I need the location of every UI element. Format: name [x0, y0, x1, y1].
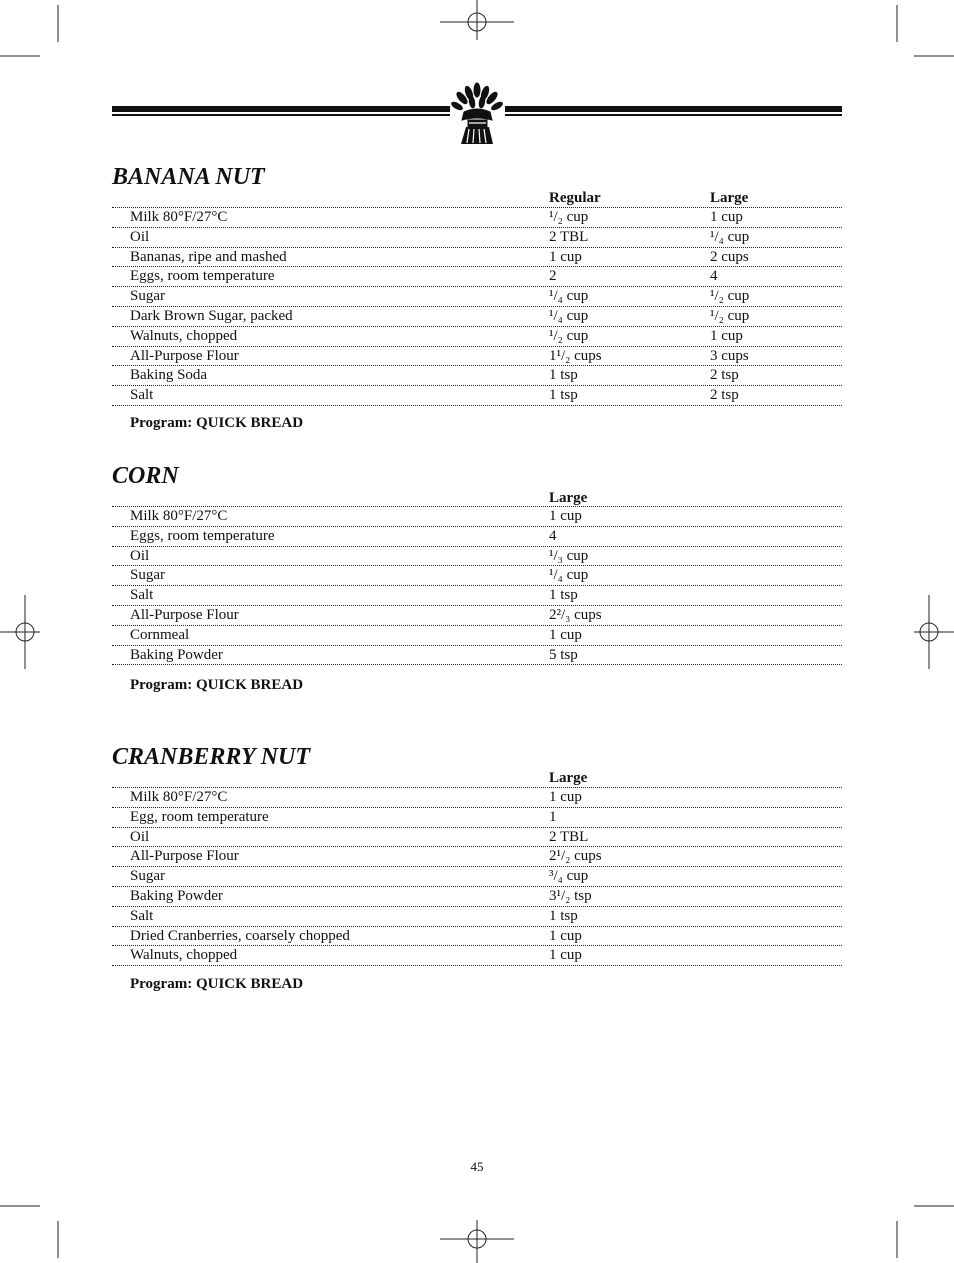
quantity-large: ¹/₂ cup [710, 307, 750, 324]
column-header-large: Large [549, 770, 588, 786]
ingredient-name: Eggs, room temperature [130, 268, 275, 285]
program-label: Program: QUICK BREAD [130, 415, 304, 431]
ingredient-name: Baking Powder [130, 646, 223, 663]
quantity-large: 2 TBL [549, 828, 589, 845]
ingredient-name: Walnuts, chopped [130, 947, 238, 964]
ingredient-name: Oil [130, 547, 150, 564]
quantity-large: ¹/₄ cup [710, 228, 750, 245]
quantity-regular: 2 [549, 268, 557, 285]
quantity-large: 1 tsp [549, 587, 578, 604]
registration-mark-top [440, 0, 514, 40]
ingredient-row [112, 646, 842, 666]
quantity-large: 3¹/₂ tsp [549, 887, 592, 904]
ingredient-name: Milk 80°F/27°C [130, 508, 228, 524]
ingredient-row [112, 887, 842, 907]
ingredient-row [112, 366, 842, 386]
quantity-large: 2 tsp [710, 387, 739, 404]
registration-mark-left [0, 595, 40, 669]
quantity-large: 5 tsp [549, 646, 578, 663]
ingredient-table [112, 207, 842, 406]
ingredient-row [112, 927, 842, 947]
ingredient-row [112, 847, 842, 867]
ingredient-row [112, 228, 842, 248]
quantity-large: 3 cups [710, 347, 749, 364]
column-header-large: Large [549, 490, 588, 506]
quantity-regular: 1 tsp [549, 367, 578, 384]
ingredient-row [112, 506, 842, 527]
ingredient-row [112, 828, 842, 848]
ingredient-row [112, 626, 842, 646]
quantity-large: 1 cup [549, 927, 582, 944]
quantity-large: 2¹/₂ cups [549, 848, 602, 865]
ingredient-row [112, 606, 842, 626]
ingredient-name: Salt [130, 587, 154, 604]
ingredient-row [112, 787, 842, 808]
header-rule-left [112, 106, 450, 118]
ingredient-name: Salt [130, 907, 154, 924]
ingredient-name: Cornmeal [130, 626, 190, 643]
quantity-large: 1 cup [549, 626, 582, 643]
quantity-regular: ¹/₂ cup [549, 209, 589, 225]
column-header-large: Large [710, 190, 749, 206]
column-header-regular: Regular [549, 190, 601, 206]
ingredient-name: Salt [130, 387, 154, 404]
ingredient-row [112, 347, 842, 367]
quantity-large: ¹/₃ cup [549, 547, 589, 564]
quantity-large: 1 tsp [549, 907, 578, 924]
ingredient-row [112, 386, 842, 406]
ingredient-name: Baking Powder [130, 887, 223, 904]
ingredient-name: Sugar [130, 288, 165, 305]
ingredient-row [112, 808, 842, 828]
quantity-large: 1 cup [710, 327, 743, 344]
ingredient-table [112, 506, 842, 665]
quantity-large: 2²/₃ cups [549, 606, 602, 623]
program-label: Program: QUICK BREAD [130, 677, 304, 693]
ingredient-name: Oil [130, 228, 150, 245]
ingredient-row [112, 566, 842, 586]
quantity-large: 1 cup [549, 789, 582, 805]
quantity-large: ¹/₄ cup [549, 567, 589, 584]
quantity-regular: 1 cup [549, 248, 582, 265]
quantity-regular: 1¹/₂ cups [549, 347, 602, 364]
recipe-title: CORN [112, 463, 179, 489]
ingredient-name: Oil [130, 828, 150, 845]
quantity-large: 1 [549, 808, 557, 825]
ingredient-name: Egg, room temperature [130, 808, 269, 825]
ingredient-name: Walnuts, chopped [130, 327, 238, 344]
ingredient-row [112, 547, 842, 567]
quantity-regular: ¹/₄ cup [549, 307, 589, 324]
quantity-regular: 1 tsp [549, 387, 578, 404]
quantity-large: ³/₄ cup [549, 868, 589, 885]
recipe-title: BANANA NUT [112, 164, 265, 190]
ingredient-name: All-Purpose Flour [130, 848, 239, 865]
wheat-sheaf-icon [450, 82, 505, 146]
ingredient-row [112, 867, 842, 887]
ingredient-row [112, 586, 842, 606]
ingredient-name: All-Purpose Flour [130, 347, 239, 364]
ingredient-name: Dried Cranberries, coarsely chopped [130, 927, 350, 944]
ingredient-name: Baking Soda [130, 367, 208, 384]
ingredient-name: All-Purpose Flour [130, 606, 239, 623]
quantity-large: 4 [549, 527, 557, 544]
quantity-regular: ¹/₂ cup [549, 327, 589, 344]
ingredient-name: Sugar [130, 567, 165, 584]
ingredient-row [112, 907, 842, 927]
quantity-large: 1 cup [710, 209, 743, 225]
ingredient-name: Milk 80°F/27°C [130, 789, 228, 805]
quantity-large: 4 [710, 268, 718, 285]
ingredient-name: Eggs, room temperature [130, 527, 275, 544]
quantity-large: ¹/₂ cup [710, 288, 750, 305]
quantity-regular: ¹/₄ cup [549, 288, 589, 305]
ingredient-row [112, 248, 842, 268]
ingredient-name: Sugar [130, 868, 165, 885]
ingredient-name: Milk 80°F/27°C [130, 209, 228, 225]
registration-mark-right [914, 595, 954, 669]
ingredient-table [112, 787, 842, 966]
recipe-title: CRANBERRY NUT [112, 744, 311, 770]
ingredient-row [112, 307, 842, 327]
ingredient-row [112, 527, 842, 547]
quantity-large: 1 cup [549, 508, 582, 524]
program-label: Program: QUICK BREAD [130, 976, 304, 992]
quantity-large: 2 cups [710, 248, 749, 265]
quantity-large: 1 cup [549, 947, 582, 964]
ingredient-name: Dark Brown Sugar, packed [130, 307, 293, 324]
ingredient-row [112, 267, 842, 287]
registration-mark-bottom [440, 1220, 514, 1263]
quantity-regular: 2 TBL [549, 228, 589, 245]
ingredient-row [112, 287, 842, 307]
quantity-large: 2 tsp [710, 367, 739, 384]
ingredient-row [112, 946, 842, 966]
ingredient-row [112, 207, 842, 228]
ingredient-row [112, 327, 842, 347]
ingredient-name: Bananas, ripe and mashed [130, 248, 287, 265]
header-rule-right [505, 106, 842, 118]
page-number: 45 [470, 1159, 484, 1174]
